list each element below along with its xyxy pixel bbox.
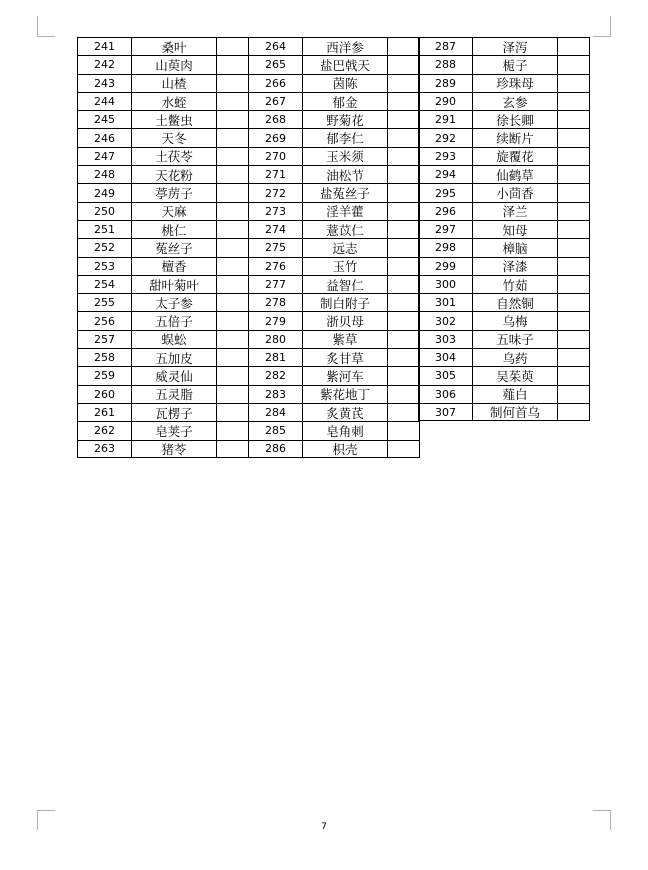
herb-name: 皂角刺 xyxy=(302,421,387,439)
herb-name: 油松节 xyxy=(302,165,387,183)
herb-name: 西洋参 xyxy=(302,37,387,55)
row-number: 286 xyxy=(248,440,302,458)
blank-cell xyxy=(216,385,249,403)
herb-name: 炙甘草 xyxy=(302,348,387,366)
herb-name: 泽漆 xyxy=(472,257,557,275)
row-number: 276 xyxy=(248,257,302,275)
blank-cell xyxy=(387,330,420,348)
herb-name: 天花粉 xyxy=(131,165,216,183)
blank-cell xyxy=(216,275,249,293)
herb-name: 浙贝母 xyxy=(302,311,387,329)
herb-name: 玉米须 xyxy=(302,147,387,165)
herb-name: 野菊花 xyxy=(302,110,387,128)
blank-cell xyxy=(387,275,420,293)
blank-cell xyxy=(216,238,249,256)
herb-name: 制白附子 xyxy=(302,293,387,311)
blank-cell xyxy=(387,238,420,256)
blank-cell xyxy=(387,403,420,421)
herb-name: 紫河车 xyxy=(302,366,387,384)
herb-name: 炙黄芪 xyxy=(302,403,387,421)
blank-cell xyxy=(557,311,590,329)
herb-name: 甜叶菊叶 xyxy=(131,275,216,293)
blank-cell xyxy=(216,92,249,110)
row-number: 253 xyxy=(77,257,131,275)
blank-cell xyxy=(557,293,590,311)
row-number: 257 xyxy=(77,330,131,348)
blank-cell xyxy=(216,421,249,439)
blank-cell xyxy=(557,92,590,110)
blank-cell xyxy=(216,257,249,275)
blank-cell xyxy=(216,128,249,146)
blank-cell xyxy=(216,348,249,366)
blank-cell xyxy=(557,37,590,55)
row-number: 260 xyxy=(77,385,131,403)
blank-cell xyxy=(557,165,590,183)
herb-name: 菟丝子 xyxy=(131,238,216,256)
herb-name: 土茯苓 xyxy=(131,147,216,165)
blank-cell xyxy=(216,202,249,220)
blank-cell xyxy=(387,385,420,403)
blank-cell xyxy=(387,311,420,329)
blank-cell xyxy=(216,55,249,73)
herb-name: 乌梅 xyxy=(472,311,557,329)
row-number: 297 xyxy=(418,220,472,238)
row-number: 245 xyxy=(77,110,131,128)
blank-cell xyxy=(387,37,420,55)
blank-cell xyxy=(387,293,420,311)
blank-cell xyxy=(216,330,249,348)
herb-name: 泽兰 xyxy=(472,202,557,220)
blank-cell xyxy=(557,220,590,238)
row-number: 248 xyxy=(77,165,131,183)
row-number: 249 xyxy=(77,183,131,201)
herb-name: 猪苓 xyxy=(131,440,216,458)
row-number: 295 xyxy=(418,183,472,201)
blank-cell xyxy=(387,440,420,458)
blank-cell xyxy=(557,366,590,384)
blank-cell xyxy=(216,366,249,384)
herb-name: 瓦楞子 xyxy=(131,403,216,421)
row-number: 284 xyxy=(248,403,302,421)
row-number: 261 xyxy=(77,403,131,421)
blank-cell xyxy=(557,202,590,220)
row-number: 244 xyxy=(77,92,131,110)
herb-name: 知母 xyxy=(472,220,557,238)
row-number: 268 xyxy=(248,110,302,128)
blank-cell xyxy=(387,183,420,201)
row-number: 302 xyxy=(418,311,472,329)
herb-table-column-2 xyxy=(248,37,420,458)
row-number: 243 xyxy=(77,74,131,92)
herb-name: 玉竹 xyxy=(302,257,387,275)
row-number: 305 xyxy=(418,366,472,384)
herb-name: 紫花地丁 xyxy=(302,385,387,403)
row-number: 307 xyxy=(418,403,472,421)
herb-name: 郁李仁 xyxy=(302,128,387,146)
row-number: 263 xyxy=(77,440,131,458)
row-number: 281 xyxy=(248,348,302,366)
row-number: 265 xyxy=(248,55,302,73)
blank-cell xyxy=(216,37,249,55)
row-number: 300 xyxy=(418,275,472,293)
blank-cell xyxy=(557,330,590,348)
row-number: 254 xyxy=(77,275,131,293)
herb-name: 葶苈子 xyxy=(131,183,216,201)
blank-cell xyxy=(216,183,249,201)
herb-name: 樟脑 xyxy=(472,238,557,256)
herb-name: 山萸肉 xyxy=(131,55,216,73)
blank-cell xyxy=(557,385,590,403)
row-number: 270 xyxy=(248,147,302,165)
blank-cell xyxy=(557,147,590,165)
herb-name: 檀香 xyxy=(131,257,216,275)
row-number: 279 xyxy=(248,311,302,329)
blank-cell xyxy=(387,348,420,366)
blank-cell xyxy=(216,440,249,458)
row-number: 292 xyxy=(418,128,472,146)
row-number: 306 xyxy=(418,385,472,403)
row-number: 288 xyxy=(418,55,472,73)
row-number: 258 xyxy=(77,348,131,366)
row-number: 251 xyxy=(77,220,131,238)
herb-name: 薏苡仁 xyxy=(302,220,387,238)
herb-name: 盐菟丝子 xyxy=(302,183,387,201)
blank-cell xyxy=(216,147,249,165)
herb-name: 仙鹤草 xyxy=(472,165,557,183)
herb-name: 威灵仙 xyxy=(131,366,216,384)
blank-cell xyxy=(216,293,249,311)
row-number: 280 xyxy=(248,330,302,348)
herb-name: 水蛭 xyxy=(131,92,216,110)
herb-table-column-3 xyxy=(418,37,590,421)
blank-cell xyxy=(387,92,420,110)
herb-name: 盐巴戟天 xyxy=(302,55,387,73)
row-number: 287 xyxy=(418,37,472,55)
blank-cell xyxy=(557,348,590,366)
blank-cell xyxy=(387,74,420,92)
herb-name: 薤白 xyxy=(472,385,557,403)
herb-name: 五倍子 xyxy=(131,311,216,329)
row-number: 250 xyxy=(77,202,131,220)
herb-name: 郁金 xyxy=(302,92,387,110)
blank-cell xyxy=(387,165,420,183)
herb-table-column-1 xyxy=(77,37,249,458)
herb-name: 枳壳 xyxy=(302,440,387,458)
row-number: 247 xyxy=(77,147,131,165)
row-number: 246 xyxy=(77,128,131,146)
row-number: 293 xyxy=(418,147,472,165)
blank-cell xyxy=(387,421,420,439)
herb-name: 续断片 xyxy=(472,128,557,146)
row-number: 274 xyxy=(248,220,302,238)
blank-cell xyxy=(387,128,420,146)
herb-name: 乌药 xyxy=(472,348,557,366)
row-number: 294 xyxy=(418,165,472,183)
row-number: 264 xyxy=(248,37,302,55)
blank-cell xyxy=(387,366,420,384)
blank-cell xyxy=(557,183,590,201)
blank-cell xyxy=(557,238,590,256)
herb-name: 桑叶 xyxy=(131,37,216,55)
herb-name: 玄参 xyxy=(472,92,557,110)
row-number: 278 xyxy=(248,293,302,311)
herb-name: 蜈蚣 xyxy=(131,330,216,348)
row-number: 256 xyxy=(77,311,131,329)
herb-name: 珍珠母 xyxy=(472,74,557,92)
blank-cell xyxy=(387,55,420,73)
row-number: 285 xyxy=(248,421,302,439)
row-number: 303 xyxy=(418,330,472,348)
row-number: 252 xyxy=(77,238,131,256)
row-number: 266 xyxy=(248,74,302,92)
herb-name: 吴茱萸 xyxy=(472,366,557,384)
row-number: 298 xyxy=(418,238,472,256)
herb-name: 竹茹 xyxy=(472,275,557,293)
row-number: 290 xyxy=(418,92,472,110)
row-number: 304 xyxy=(418,348,472,366)
herb-name: 太子参 xyxy=(131,293,216,311)
blank-cell xyxy=(387,202,420,220)
herb-name: 小茴香 xyxy=(472,183,557,201)
row-number: 299 xyxy=(418,257,472,275)
blank-cell xyxy=(216,165,249,183)
blank-cell xyxy=(557,110,590,128)
blank-cell xyxy=(216,311,249,329)
row-number: 241 xyxy=(77,37,131,55)
row-number: 291 xyxy=(418,110,472,128)
blank-cell xyxy=(557,275,590,293)
row-number: 273 xyxy=(248,202,302,220)
row-number: 289 xyxy=(418,74,472,92)
row-number: 283 xyxy=(248,385,302,403)
blank-cell xyxy=(387,257,420,275)
row-number: 271 xyxy=(248,165,302,183)
blank-cell xyxy=(216,403,249,421)
row-number: 269 xyxy=(248,128,302,146)
herb-name: 泽泻 xyxy=(472,37,557,55)
herb-name: 皂荚子 xyxy=(131,421,216,439)
page-number: 7 xyxy=(321,822,327,832)
blank-cell xyxy=(557,403,590,421)
herb-name: 栀子 xyxy=(472,55,557,73)
blank-cell xyxy=(387,110,420,128)
row-number: 296 xyxy=(418,202,472,220)
herb-name: 自然铜 xyxy=(472,293,557,311)
herb-name: 远志 xyxy=(302,238,387,256)
blank-cell xyxy=(216,220,249,238)
blank-cell xyxy=(216,74,249,92)
herb-name: 五味子 xyxy=(472,330,557,348)
row-number: 282 xyxy=(248,366,302,384)
row-number: 275 xyxy=(248,238,302,256)
blank-cell xyxy=(387,220,420,238)
row-number: 259 xyxy=(77,366,131,384)
row-number: 242 xyxy=(77,55,131,73)
blank-cell xyxy=(557,55,590,73)
row-number: 277 xyxy=(248,275,302,293)
herb-name: 五加皮 xyxy=(131,348,216,366)
herb-name: 五灵脂 xyxy=(131,385,216,403)
herb-name: 山楂 xyxy=(131,74,216,92)
row-number: 272 xyxy=(248,183,302,201)
row-number: 255 xyxy=(77,293,131,311)
blank-cell xyxy=(387,147,420,165)
herb-name: 徐长卿 xyxy=(472,110,557,128)
herb-name: 茵陈 xyxy=(302,74,387,92)
herb-name: 益智仁 xyxy=(302,275,387,293)
row-number: 267 xyxy=(248,92,302,110)
row-number: 262 xyxy=(77,421,131,439)
herb-name: 桃仁 xyxy=(131,220,216,238)
herb-name: 天冬 xyxy=(131,128,216,146)
blank-cell xyxy=(557,128,590,146)
herb-name: 旋覆花 xyxy=(472,147,557,165)
row-number: 301 xyxy=(418,293,472,311)
blank-cell xyxy=(216,110,249,128)
herb-name: 制何首乌 xyxy=(472,403,557,421)
herb-name: 淫羊藿 xyxy=(302,202,387,220)
herb-name: 天麻 xyxy=(131,202,216,220)
blank-cell xyxy=(557,74,590,92)
blank-cell xyxy=(557,257,590,275)
herb-name: 紫草 xyxy=(302,330,387,348)
herb-name: 土鳖虫 xyxy=(131,110,216,128)
